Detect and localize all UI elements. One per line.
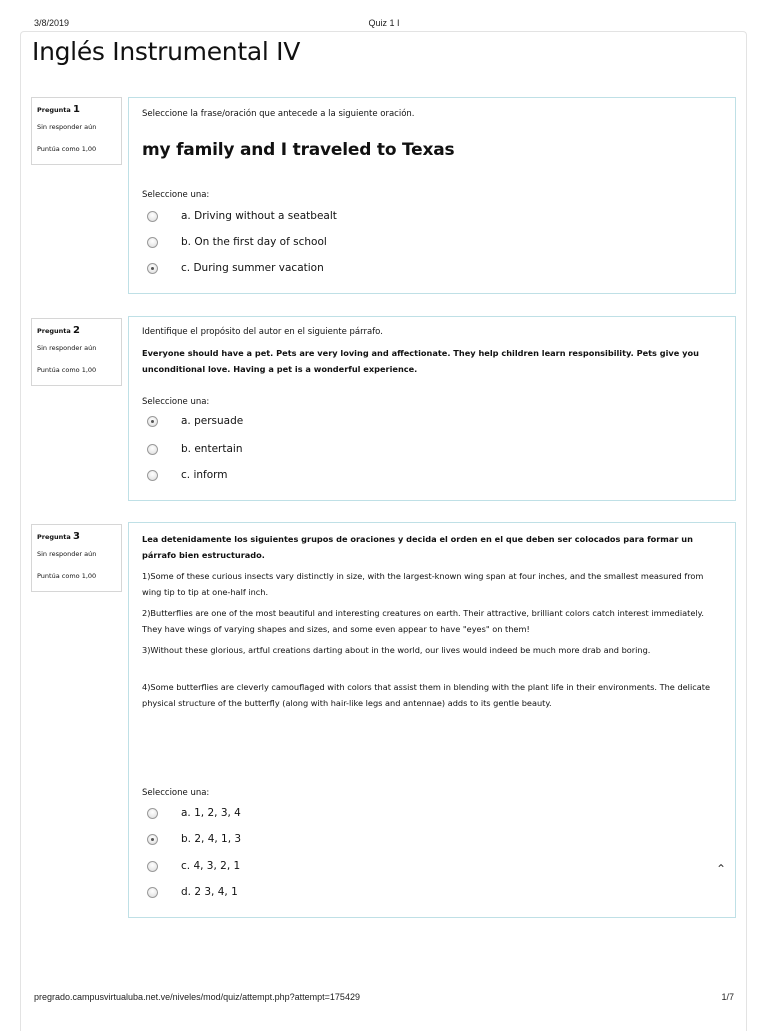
radio-button[interactable]: [147, 808, 158, 819]
radio-button[interactable]: [147, 444, 158, 455]
answer-option-label[interactable]: c. inform: [181, 469, 228, 481]
question-info-3: [31, 524, 122, 592]
question-prompt: Identifique el propósito del autor en el siguiente párrafo.: [142, 327, 383, 337]
print-tab-title: Quiz 1 I: [368, 18, 400, 28]
sentence-group-2: 2)Butterflies are one of the most beautiful and interesting creatures on earth. Their attractive, brilliant colors catch interest immediately. They have wings of varying shapes and sizes, and some even appear to have "eyes" on them!: [142, 608, 704, 634]
answer-option-label[interactable]: a. 1, 2, 3, 4: [181, 807, 241, 819]
question-status: Sin responder aún: [37, 550, 97, 558]
radio-button[interactable]: [147, 211, 158, 222]
question-number: Pregunta 2: [37, 325, 81, 336]
question-status: Sin responder aún: [37, 123, 97, 131]
radio-button[interactable]: [147, 237, 158, 248]
radio-button[interactable]: [147, 887, 158, 898]
select-one-label: Seleccione una:: [142, 397, 210, 407]
print-header: [34, 18, 734, 30]
question-status: Sin responder aún: [37, 344, 97, 352]
sentence-group-4: 4)Some butterflies are cleverly camouflaged with colors that assist them in blending with the plant life in their environments. The delicate physical structure of the butterfly (along with hair-like legs and antennae) adds to its gentle beauty.: [142, 682, 710, 708]
radio-button-selected[interactable]: [147, 834, 158, 845]
sentence-group-3: 3)Without these glorious, artful creations darting about in the world, our lives would indeed be much more drab and boring.: [142, 645, 651, 655]
radio-button[interactable]: [147, 861, 158, 872]
select-one-label: Seleccione una:: [142, 788, 210, 798]
question-passage: Everyone should have a pet. Pets are very loving and affectionate. They help children learn responsibility. Pets give you unconditional love. Having a pet is a wonderful experience.: [142, 348, 699, 374]
radio-button-selected[interactable]: [147, 416, 158, 427]
question-prompt: Lea detenidamente los siguientes grupos de oraciones y decida el orden en el que deben ser colocados para formar un párrafo bien estructurado.: [142, 534, 693, 560]
question-info-2: [31, 318, 122, 386]
answer-option-label[interactable]: c. 4, 3, 2, 1: [181, 860, 241, 872]
question-number: Pregunta 3: [37, 531, 81, 542]
question-content-1: [128, 97, 736, 294]
print-footer: [34, 992, 734, 1004]
question-content-2: [128, 316, 736, 501]
question-prompt: Seleccione la frase/oración que antecede a la siguiente oración.: [142, 109, 415, 119]
radio-button[interactable]: [147, 470, 158, 481]
answer-option-label[interactable]: a. Driving without a seatbealt: [181, 210, 337, 222]
answer-option-label[interactable]: b. On the first day of school: [181, 236, 327, 248]
print-page-number: 1/7: [721, 992, 734, 1002]
answer-option-label[interactable]: d. 2 3, 4, 1: [181, 886, 238, 898]
sentence-group-1: 1)Some of these curious insects vary distinctly in size, with the largest-known wing span at four inches, and the smallest measured from wing tip to tip at one-half inch.: [142, 571, 704, 597]
answer-option-label[interactable]: a. persuade: [181, 415, 244, 427]
question-sentence: my family and I traveled to Texas: [142, 140, 455, 160]
question-content-3: [128, 522, 736, 918]
course-title: Inglés Instrumental IV: [32, 37, 301, 66]
question-points: Puntúa como 1,00: [37, 572, 97, 580]
question-points: Puntúa como 1,00: [37, 145, 97, 153]
radio-button-selected[interactable]: [147, 263, 158, 274]
answer-option-label[interactable]: c. During summer vacation: [181, 262, 324, 274]
print-url: pregrado.campusvirtualuba.net.ve/niveles/mod/quiz/attempt.php?attempt=175429: [34, 992, 360, 1002]
answer-option-label[interactable]: b. 2, 4, 1, 3: [181, 833, 242, 845]
question-number: Pregunta 1: [37, 104, 81, 115]
question-points: Puntúa como 1,00: [37, 366, 97, 374]
print-date: 3/8/2019: [34, 18, 70, 28]
question-info-1: [31, 97, 122, 165]
answer-option-label[interactable]: b. entertain: [181, 443, 243, 455]
scroll-to-top-icon[interactable]: ⌃: [716, 862, 727, 876]
select-one-label: Seleccione una:: [142, 190, 210, 200]
